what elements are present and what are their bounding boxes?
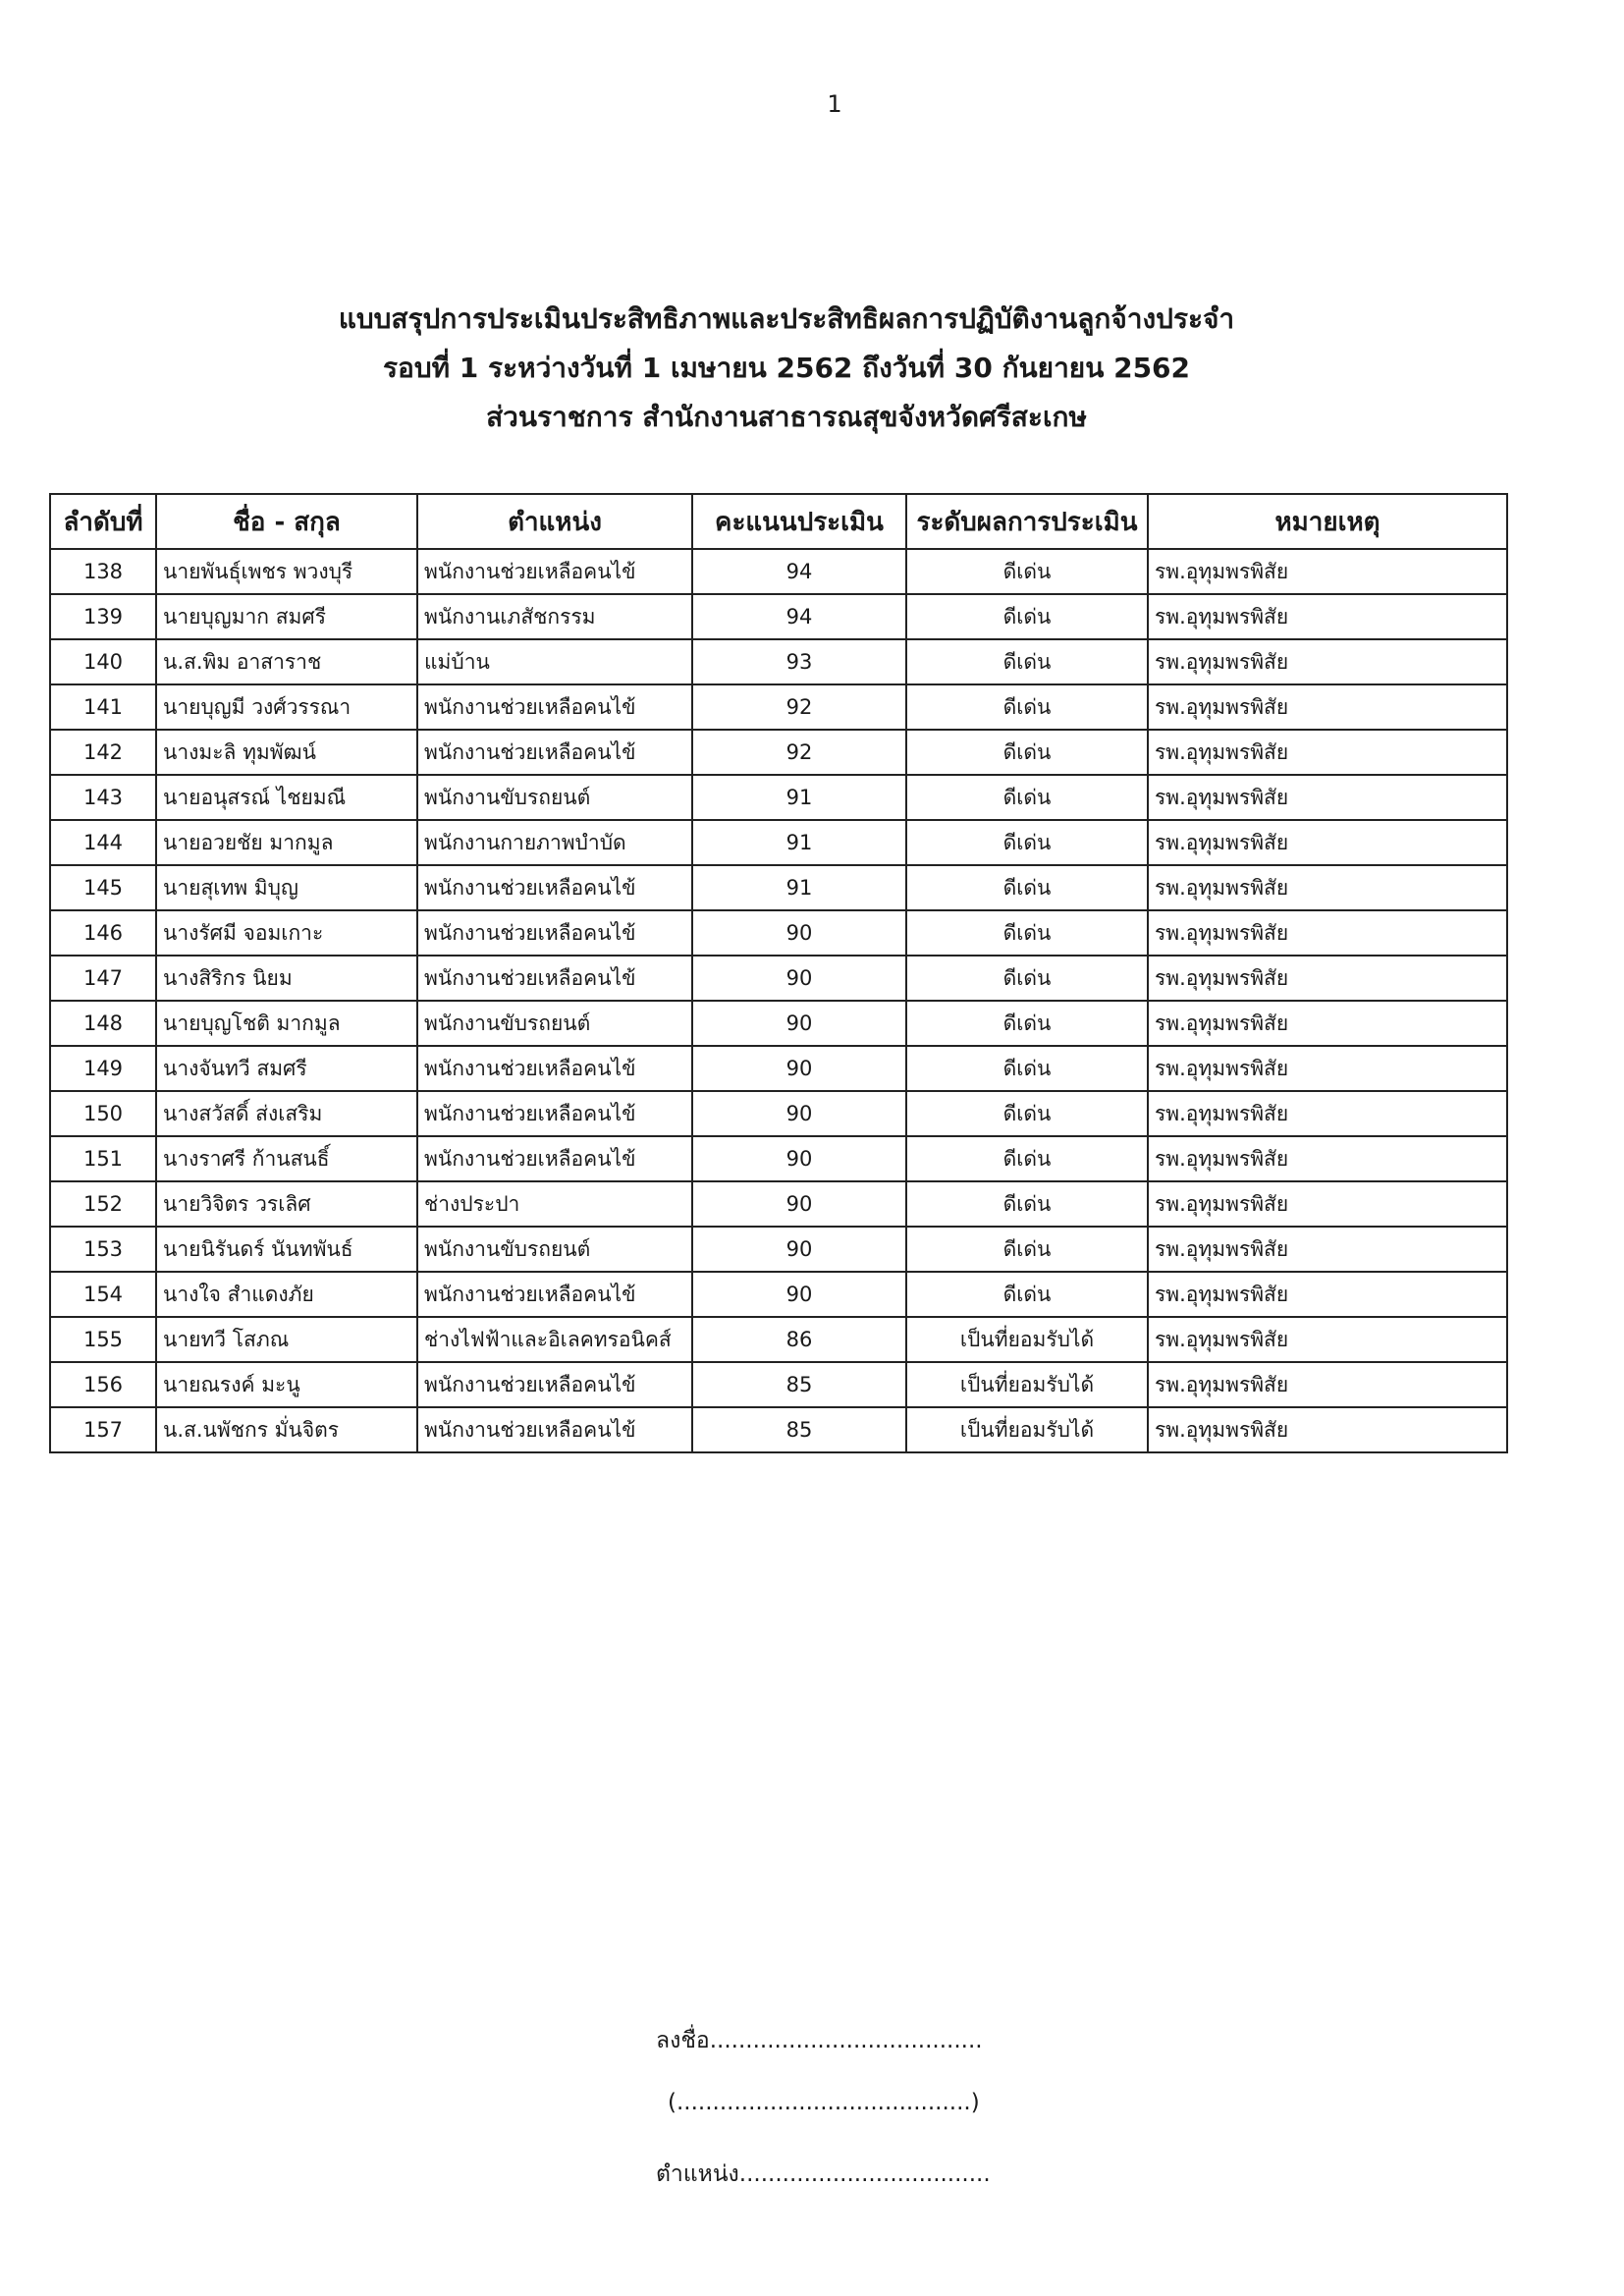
table-body xyxy=(50,549,1507,1452)
cell-no: 155 xyxy=(50,1317,156,1362)
table-header-row xyxy=(50,494,1507,549)
cell-score: 94 xyxy=(692,594,906,639)
cell-note: รพ.อุทุมพรพิสัย xyxy=(1148,820,1507,865)
cell-note: รพ.อุทุมพรพิสัย xyxy=(1148,1272,1507,1317)
cell-note: รพ.อุทุมพรพิสัย xyxy=(1148,1181,1507,1227)
cell-score: 92 xyxy=(692,730,906,775)
table-row xyxy=(50,956,1507,1001)
cell-no: 141 xyxy=(50,684,156,730)
cell-level: เป็นที่ยอมรับได้ xyxy=(906,1317,1148,1362)
table-row xyxy=(50,1272,1507,1317)
cell-position: พนักงานช่วยเหลือคนไข้ xyxy=(417,1046,692,1091)
cell-level: ดีเด่น xyxy=(906,956,1148,1001)
cell-level: ดีเด่น xyxy=(906,594,1148,639)
evaluation-table xyxy=(49,493,1508,1453)
table-row xyxy=(50,1136,1507,1181)
cell-level: ดีเด่น xyxy=(906,1046,1148,1091)
cell-score: 93 xyxy=(692,639,906,684)
table-row xyxy=(50,910,1507,956)
cell-position: พนักงานช่วยเหลือคนไข้ xyxy=(417,549,692,594)
cell-name: นางราศรี ก้านสนธิ์ xyxy=(156,1136,417,1181)
table-row xyxy=(50,1091,1507,1136)
cell-name: นางจันทวี สมศรี xyxy=(156,1046,417,1091)
cell-no: 143 xyxy=(50,775,156,820)
header-note: หมายเหตุ xyxy=(1148,494,1507,549)
table-row xyxy=(50,639,1507,684)
cell-name: นายบุญมาก สมศรี xyxy=(156,594,417,639)
table-row xyxy=(50,1317,1507,1362)
cell-position: พนักงานช่วยเหลือคนไข้ xyxy=(417,910,692,956)
table-row xyxy=(50,1407,1507,1452)
cell-note: รพ.อุทุมพรพิสัย xyxy=(1148,639,1507,684)
cell-level: ดีเด่น xyxy=(906,684,1148,730)
cell-note: รพ.อุทุมพรพิสัย xyxy=(1148,549,1507,594)
cell-note: รพ.อุทุมพรพิสัย xyxy=(1148,1091,1507,1136)
cell-note: รพ.อุทุมพรพิสัย xyxy=(1148,730,1507,775)
cell-position: พนักงานช่วยเหลือคนไข้ xyxy=(417,1362,692,1407)
cell-level: ดีเด่น xyxy=(906,1091,1148,1136)
cell-no: 148 xyxy=(50,1001,156,1046)
cell-no: 142 xyxy=(50,730,156,775)
cell-no: 149 xyxy=(50,1046,156,1091)
table-row xyxy=(50,684,1507,730)
cell-position: พนักงานกายภาพบำบัด xyxy=(417,820,692,865)
cell-level: ดีเด่น xyxy=(906,865,1148,910)
cell-position: พนักงานช่วยเหลือคนไข้ xyxy=(417,956,692,1001)
table-row xyxy=(50,1227,1507,1272)
cell-name: นางสิริกร นิยม xyxy=(156,956,417,1001)
title-line-3: ส่วนราชการ สำนักงานสาธารณสุขจังหวัดศรีสะเกษ xyxy=(486,401,1087,433)
cell-score: 91 xyxy=(692,820,906,865)
cell-level: ดีเด่น xyxy=(906,1227,1148,1272)
cell-name: น.ส.พิม อาสาราช xyxy=(156,639,417,684)
cell-position: พนักงานขับรถยนต์ xyxy=(417,1227,692,1272)
cell-position: แม่บ้าน xyxy=(417,639,692,684)
cell-score: 90 xyxy=(692,1046,906,1091)
cell-name: นายอวยชัย มากมูล xyxy=(156,820,417,865)
table-row xyxy=(50,549,1507,594)
cell-name: นายสุเทพ มิบุญ xyxy=(156,865,417,910)
cell-score: 90 xyxy=(692,1181,906,1227)
table-row xyxy=(50,1181,1507,1227)
cell-position: ช่างไฟฟ้าและอิเลคทรอนิคส์ xyxy=(417,1317,692,1362)
cell-level: ดีเด่น xyxy=(906,639,1148,684)
cell-level: เป็นที่ยอมรับได้ xyxy=(906,1362,1148,1407)
cell-score: 90 xyxy=(692,1091,906,1136)
cell-note: รพ.อุทุมพรพิสัย xyxy=(1148,684,1507,730)
cell-level: ดีเด่น xyxy=(906,775,1148,820)
cell-no: 156 xyxy=(50,1362,156,1407)
table-row xyxy=(50,1046,1507,1091)
cell-position: พนักงานช่วยเหลือคนไข้ xyxy=(417,1091,692,1136)
cell-position: พนักงานช่วยเหลือคนไข้ xyxy=(417,1272,692,1317)
cell-level: ดีเด่น xyxy=(906,549,1148,594)
table-row xyxy=(50,775,1507,820)
cell-no: 157 xyxy=(50,1407,156,1452)
signature-name-line: (.........................................) xyxy=(668,2090,980,2115)
cell-note: รพ.อุทุมพรพิสัย xyxy=(1148,910,1507,956)
cell-score: 90 xyxy=(692,1227,906,1272)
cell-no: 146 xyxy=(50,910,156,956)
cell-no: 138 xyxy=(50,549,156,594)
cell-score: 91 xyxy=(692,865,906,910)
cell-position: พนักงานช่วยเหลือคนไข้ xyxy=(417,865,692,910)
header-position: ตำแหน่ง xyxy=(417,494,692,549)
header-no: ลำดับที่ xyxy=(50,494,156,549)
title-line-1: แบบสรุปการประเมินประสิทธิภาพและประสิทธิผลการปฏิบัติงานลูกจ้างประจำ xyxy=(338,302,1235,335)
cell-score: 91 xyxy=(692,775,906,820)
cell-level: ดีเด่น xyxy=(906,1136,1148,1181)
cell-position: พนักงานขับรถยนต์ xyxy=(417,1001,692,1046)
cell-position: พนักงานช่วยเหลือคนไข้ xyxy=(417,1136,692,1181)
signature-line: ลงชื่อ...................................... xyxy=(656,2028,983,2053)
cell-no: 139 xyxy=(50,594,156,639)
cell-level: ดีเด่น xyxy=(906,1181,1148,1227)
cell-name: นายนิรันดร์ นันทพันธ์ xyxy=(156,1227,417,1272)
cell-position: พนักงานเภสัชกรรม xyxy=(417,594,692,639)
cell-level: ดีเด่น xyxy=(906,1001,1148,1046)
cell-score: 92 xyxy=(692,684,906,730)
table-row xyxy=(50,820,1507,865)
cell-no: 145 xyxy=(50,865,156,910)
cell-note: รพ.อุทุมพรพิสัย xyxy=(1148,1046,1507,1091)
cell-score: 90 xyxy=(692,1001,906,1046)
cell-score: 85 xyxy=(692,1362,906,1407)
cell-score: 90 xyxy=(692,910,906,956)
cell-name: นางสวัสดิ์ ส่งเสริม xyxy=(156,1091,417,1136)
cell-no: 147 xyxy=(50,956,156,1001)
cell-no: 151 xyxy=(50,1136,156,1181)
cell-score: 86 xyxy=(692,1317,906,1362)
cell-level: ดีเด่น xyxy=(906,730,1148,775)
cell-name: นายอนุสรณ์ ไชยมณี xyxy=(156,775,417,820)
cell-note: รพ.อุทุมพรพิสัย xyxy=(1148,594,1507,639)
header-level: ระดับผลการประเมิน xyxy=(906,494,1148,549)
cell-name: นายบุญโชติ มากมูล xyxy=(156,1001,417,1046)
cell-position: พนักงานช่วยเหลือคนไข้ xyxy=(417,730,692,775)
cell-note: รพ.อุทุมพรพิสัย xyxy=(1148,775,1507,820)
header-name: ชื่อ - สกุล xyxy=(156,494,417,549)
page-number: 1 xyxy=(827,90,842,118)
cell-no: 144 xyxy=(50,820,156,865)
cell-level: ดีเด่น xyxy=(906,910,1148,956)
cell-name: นางรัศมี จอมเกาะ xyxy=(156,910,417,956)
table-row xyxy=(50,594,1507,639)
cell-position: พนักงานช่วยเหลือคนไข้ xyxy=(417,684,692,730)
cell-name: นางใจ สำแดงภัย xyxy=(156,1272,417,1317)
cell-name: นายทวี โสภณ xyxy=(156,1317,417,1362)
cell-note: รพ.อุทุมพรพิสัย xyxy=(1148,1362,1507,1407)
title-line-2: รอบที่ 1 ระหว่างวันที่ 1 เมษายน 2562 ถึงวันที่ 30 กันยายน 2562 xyxy=(382,352,1191,384)
cell-no: 154 xyxy=(50,1272,156,1317)
cell-level: ดีเด่น xyxy=(906,820,1148,865)
cell-position: พนักงานขับรถยนต์ xyxy=(417,775,692,820)
cell-note: รพ.อุทุมพรพิสัย xyxy=(1148,1001,1507,1046)
cell-note: รพ.อุทุมพรพิสัย xyxy=(1148,1227,1507,1272)
cell-score: 90 xyxy=(692,1272,906,1317)
signature-position-line: ตำแหน่ง................................... xyxy=(656,2161,991,2187)
cell-name: นางมะลิ ทุมพัฒน์ xyxy=(156,730,417,775)
cell-level: เป็นที่ยอมรับได้ xyxy=(906,1407,1148,1452)
cell-score: 85 xyxy=(692,1407,906,1452)
cell-position: พนักงานช่วยเหลือคนไข้ xyxy=(417,1407,692,1452)
table-row xyxy=(50,1362,1507,1407)
cell-name: น.ส.นพัชกร มั่นจิตร xyxy=(156,1407,417,1452)
cell-note: รพ.อุทุมพรพิสัย xyxy=(1148,1317,1507,1362)
cell-score: 90 xyxy=(692,956,906,1001)
cell-score: 90 xyxy=(692,1136,906,1181)
table-row xyxy=(50,730,1507,775)
cell-note: รพ.อุทุมพรพิสัย xyxy=(1148,956,1507,1001)
table-row xyxy=(50,865,1507,910)
cell-name: นายณรงค์ มะนู xyxy=(156,1362,417,1407)
cell-position: ช่างประปา xyxy=(417,1181,692,1227)
cell-no: 153 xyxy=(50,1227,156,1272)
cell-no: 140 xyxy=(50,639,156,684)
cell-no: 152 xyxy=(50,1181,156,1227)
cell-no: 150 xyxy=(50,1091,156,1136)
cell-name: นายวิจิตร วรเลิศ xyxy=(156,1181,417,1227)
cell-score: 94 xyxy=(692,549,906,594)
document-title xyxy=(0,295,1573,442)
cell-name: นายพันธุ์เพชร พวงบุรี xyxy=(156,549,417,594)
cell-name: นายบุญมี วงศ์วรรณา xyxy=(156,684,417,730)
cell-note: รพ.อุทุมพรพิสัย xyxy=(1148,1136,1507,1181)
cell-note: รพ.อุทุมพรพิสัย xyxy=(1148,865,1507,910)
cell-note: รพ.อุทุมพรพิสัย xyxy=(1148,1407,1507,1452)
table-row xyxy=(50,1001,1507,1046)
cell-level: ดีเด่น xyxy=(906,1272,1148,1317)
header-score: คะแนนประเมิน xyxy=(692,494,906,549)
